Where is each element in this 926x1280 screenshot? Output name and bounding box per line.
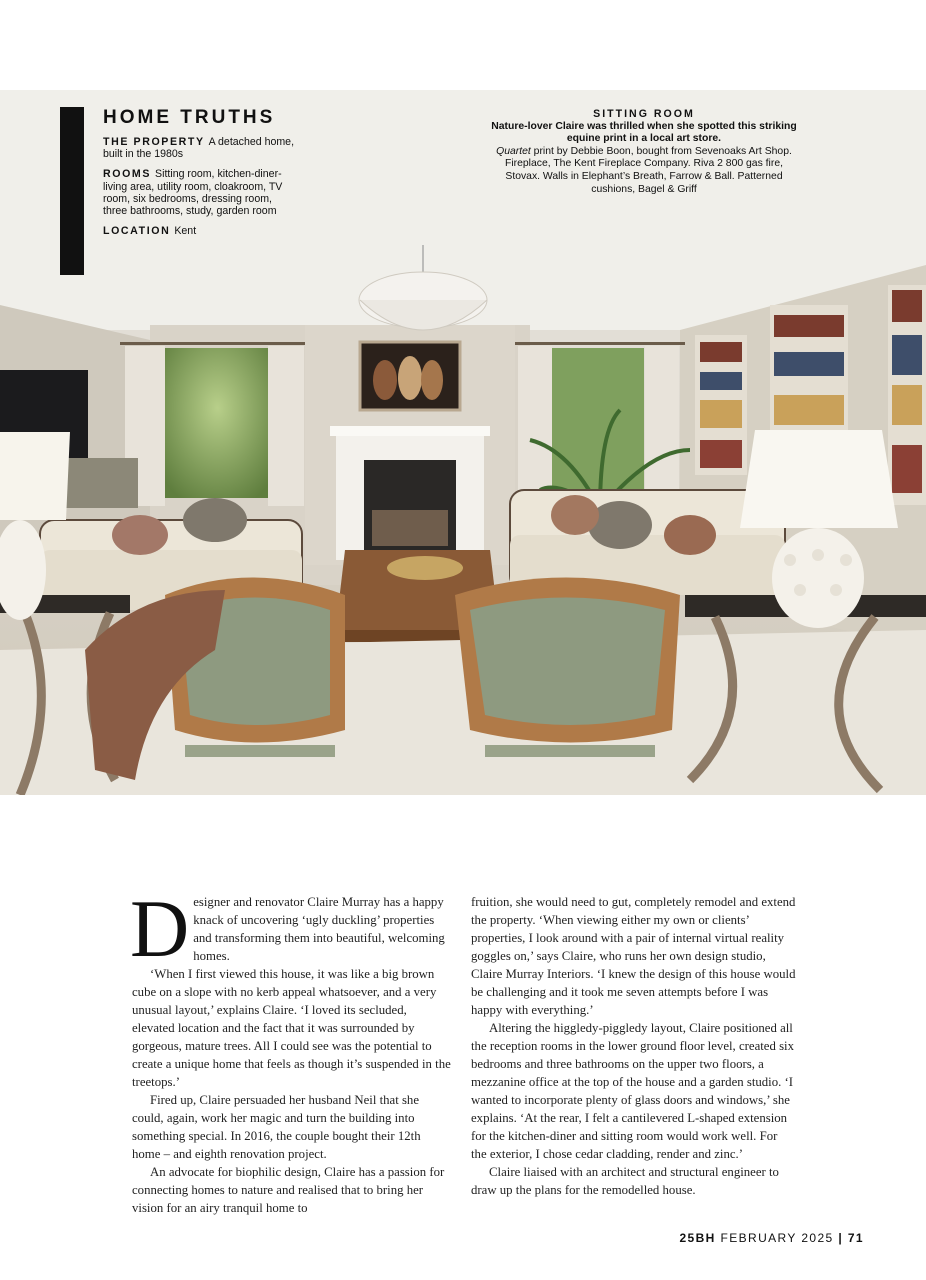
article-paragraph: fruition, she would need to gut, completely remodel and extend the property. ‘When viewing either my own or clients’ properties, I look around with a pair of internal virtual reality goggles on,’ says Claire, who runs her own design studio, Claire Murray Interiors. ‘I knew the design of this house would be challenging and it took me seven attempts before I was happy with everything.’	[471, 895, 796, 1017]
fact-label: LOCATION	[103, 225, 171, 238]
paragraph-text: esigner and renovator Claire Murray has a happy knack of uncovering ‘ugly duckling’ properties and transforming them into beautiful, welcoming homes.	[193, 895, 445, 963]
location-fact	[103, 225, 298, 237]
article-paragraph: Fired up, Claire persuaded her husband Neil that she could, again, work her magic and turn the building into something special. In 2016, the couple bought their 12th home – and eighth renovation project.	[132, 1093, 421, 1161]
article-paragraph: An advocate for biophilic design, Claire has a passion for connecting homes to nature and realised that to bring her vision for an airy tranquil home to	[132, 1165, 445, 1215]
caption-title: SITTING ROOM	[593, 108, 695, 120]
fact-label: ROOMS	[103, 168, 152, 181]
artwork-title: Quartet	[496, 145, 531, 157]
article-paragraph: ‘When I first viewed this house, it was like a big brown cube on a slope with no kerb appeal whatsoever, and a very unusual layout,’ explains Claire. ‘I loved its secluded, elevated location and the fact that it was surrounded by gorgeous, mature trees. All I could see was the potential to create a unique home that feels as though it’s suspended in the treetops.’	[132, 967, 451, 1089]
drop-cap: D	[130, 883, 190, 974]
article-paragraph	[130, 883, 452, 974]
article-column-left	[130, 883, 452, 1217]
fact-label: THE PROPERTY	[103, 136, 205, 148]
page-number: 71	[847, 1231, 864, 1245]
panel-accent-bar	[60, 107, 84, 275]
caption-body	[490, 146, 798, 196]
rooms-fact	[103, 168, 298, 217]
panel-title: HOME TRUTHS	[103, 107, 276, 128]
article-column-right	[471, 893, 796, 1199]
page-footer	[679, 1231, 864, 1245]
panel-body	[103, 107, 298, 245]
caption-lead: Nature-lover Claire was thrilled when she spotted this striking equine print in a local art store.	[491, 120, 797, 145]
fact-text: Kent	[174, 225, 197, 238]
photo-caption	[490, 108, 798, 196]
fact-text: A detached home, built in the 1980s	[103, 136, 295, 161]
property-fact	[103, 136, 298, 160]
fact-text: Sitting room, kitchen-diner-living area, utility room, cloakroom, TV room, six bedrooms, dressing room, three bathrooms, study, garden room	[103, 168, 283, 218]
article-paragraph: Altering the higgledy-piggledy layout, Claire positioned all the reception rooms in the lower ground floor level, created six bedrooms and three bathrooms on the upper two floors, a mezzanine office at the top of the house and a garden studio. ‘I wanted to incorporate plenty of glass doors and windows,’ she explains. ‘At the rear, I felt a cantilevered L-shaped extension for the kitchen-diner and sitting room would work well. For the exterior, I chose cedar cladding, render and zinc.’	[471, 1021, 795, 1161]
caption-credits: print by Debbie Boon, bought from Sevenoaks Art Shop. Fireplace, The Kent Fireplace Company. Riva 2 800 gas fire, Stovax. Walls in Elephant’s Breath, Farrow & Ball. Patterned cushions, Bagel & Griff	[505, 145, 792, 195]
article-paragraph: Claire liaised with an architect and structural engineer to draw up the plans for the remodelled house.	[471, 1165, 779, 1197]
footer-separator: |	[838, 1231, 844, 1245]
magazine-brand: 25BH	[679, 1231, 716, 1245]
issue-date: FEBRUARY 2025	[720, 1231, 834, 1245]
